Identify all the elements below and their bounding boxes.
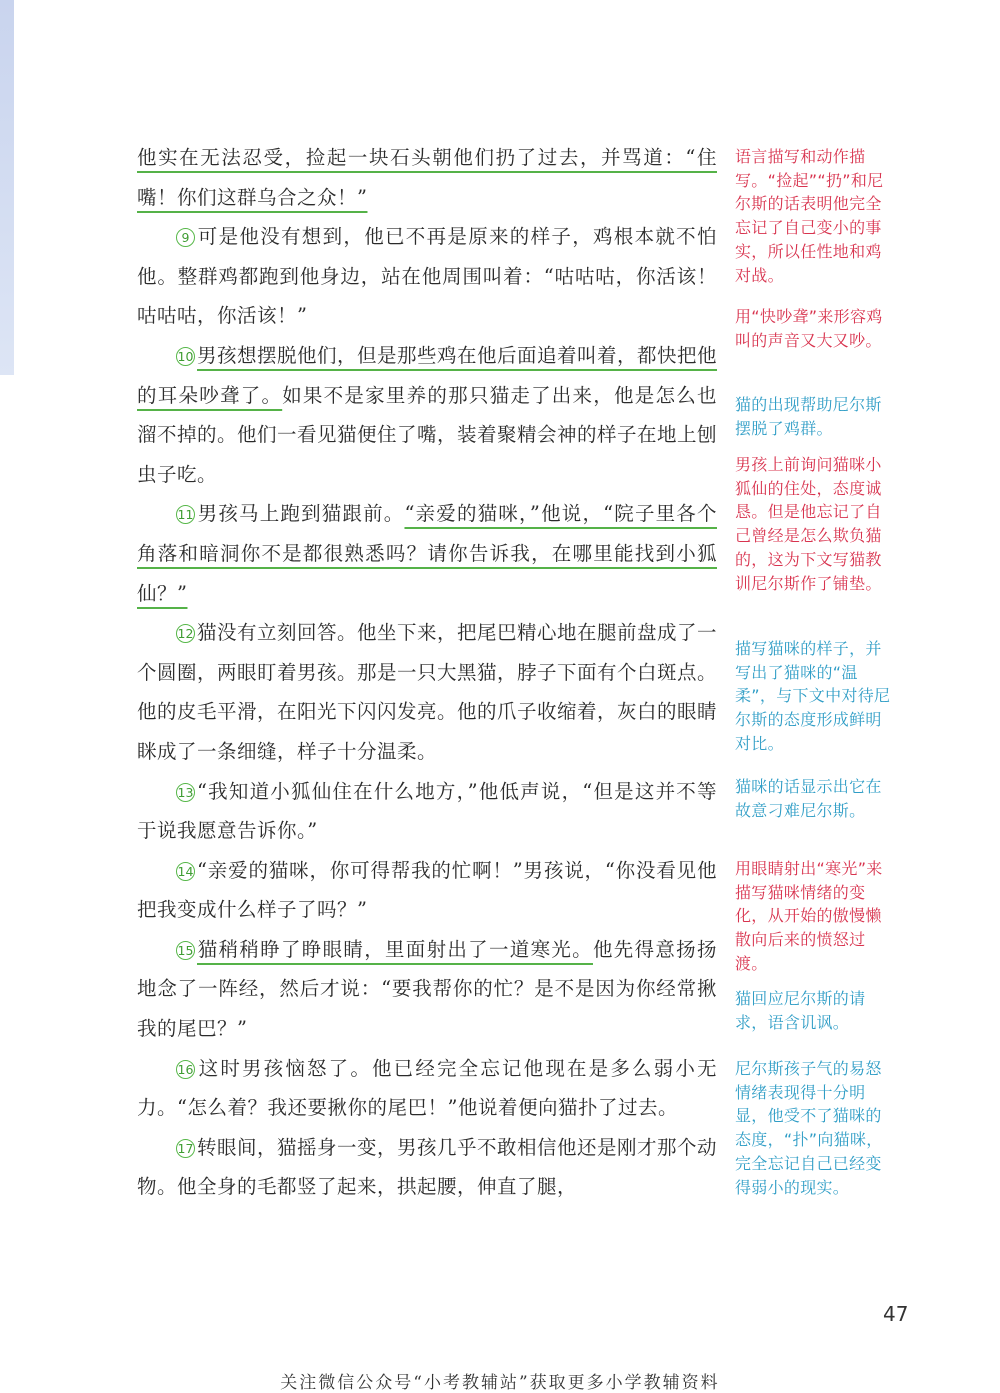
annotation-note: 描写猫咪的样子，并写出了猫咪的“温柔”，与下文中对待尼尔斯的态度形成鲜明对比。 <box>735 639 891 753</box>
left-edge-strip <box>0 0 14 375</box>
text-segment: 猫稍稍睁了睁眼睛，里面射出了一道寒光。 <box>197 937 593 961</box>
annotation-note: 语言描写和动作描写。“捡起”“扔”和尼尔斯的话表明他完全忘记了自己变小的事实，所以任性地和鸡对战。 <box>735 147 884 285</box>
paragraph-number: 15 <box>177 942 194 958</box>
annotation-note: 用“快吵聋”来形容鸡叫的声音又大又吵。 <box>735 307 883 350</box>
annotation-note: 用眼睛射出“寒光”来描写猫咪情绪的变化，从开始的傲慢懒散向后来的愤怒过渡。 <box>735 859 883 973</box>
paragraph-17 <box>137 1128 717 1207</box>
text-segment: 这时男孩恼怒了。他已经完全忘记他现在是多么弱小无力。“怎么着？我还要揪你的尾巴！”他说着便向猫扑了过去。 <box>137 1056 717 1120</box>
annotation-note: 尼尔斯孩子气的易怒情绪表现得十分明显，他受不了猫咪的态度，“扑”向猫咪，完全忘记自己已经变得弱小的现实。 <box>735 1059 883 1197</box>
text-segment: 男孩马上跑到猫跟前。 <box>197 502 405 526</box>
paragraph-12 <box>137 613 717 771</box>
paragraph-14 <box>137 851 717 930</box>
text-segment: “我知道小狐仙住在什么地方，”他低声说，“但是这并不等于说我愿意告诉你。” <box>137 779 717 843</box>
text-segment: “亲爱的猫咪，你可得帮我的忙啊！”男孩说，“你没看见他把我变成什么样子了吗？” <box>137 858 717 922</box>
paragraph-number: 11 <box>177 507 194 523</box>
paragraph-13 <box>137 772 717 851</box>
paragraph-15 <box>137 930 717 1049</box>
paragraph-10 <box>137 336 717 494</box>
text-segment: 转眼间，猫摇身一变，男孩几乎不敢相信他还是刚才那个动物。他全身的毛都竖了起来，拱起腰，伸直了腿， <box>137 1135 718 1199</box>
paragraph-11 <box>137 494 717 613</box>
paragraph-number: 14 <box>177 863 194 879</box>
paragraph-number: 13 <box>177 784 194 800</box>
paragraph-number: 9 <box>176 228 195 247</box>
footer-notice: 关注微信公众号“小考教辅站”获取更多小学教辅资料 <box>280 1373 720 1393</box>
annotation-note: 猫咪的话显示出它在故意刁难尼尔斯。 <box>735 777 882 820</box>
text-segment: 如果不是家里养的那只猫走了出来，他是怎么也溜不掉的。他们一看见猫便住了嘴，装着聚精会神的样子在地上刨虫子吃。 <box>137 383 718 486</box>
paragraph-8-end <box>137 138 717 217</box>
annotation-note: 男孩上前询问猫咪小狐仙的住处，态度诚恳。但是他忘记了自己曾经是怎么欺负猫的，这为下文写猫教训尼尔斯作了铺垫。 <box>735 455 882 593</box>
text-segment: 他实在无法忍受，捡起一块石头朝他们扔了过去，并骂道：“住嘴！你们这群乌合之众！” <box>137 146 717 209</box>
paragraph-9 <box>137 217 717 336</box>
text-segment: 男孩想摆脱他们，但是那些鸡在他后面追着叫着，都快把他的耳朵吵聋了。 <box>137 343 718 407</box>
text-segment: “亲爱的猫咪，”他说，“院子里各个角落和暗洞你不是都很熟悉吗？请你告诉我，在哪里能找到小狐仙？” <box>137 502 717 605</box>
text-segment: 猫没有立刻回答。他坐下来，把尾巴精心地在腿前盘成了一个圆圈，两眼盯着男孩。那是一只大黑猫，脖子下面有个白斑点。他的皮毛平滑，在阳光下闪闪发亮。他的爪子收缩着，灰白的眼睛眯成了一条细缝，样子十分温柔。 <box>137 621 718 763</box>
paragraph-number: 17 <box>177 1140 194 1156</box>
annotation-note: 猫回应尼尔斯的请求，语含讥讽。 <box>735 989 866 1032</box>
text-segment: 可是他没有想到，他已不再是原来的样子，鸡根本就不怕他。整群鸡都跑到他身边，站在他周围叫着：“咕咕咕，你活该！咕咕咕，你活该！” <box>137 225 717 328</box>
paragraph-number: 16 <box>177 1061 194 1077</box>
paragraph-number: 12 <box>177 626 194 642</box>
annotation-note: 猫的出现帮助尼尔斯摆脱了鸡群。 <box>735 395 882 438</box>
main-text <box>137 138 717 1207</box>
text-segment: 他先得意扬扬地念了一阵经，然后才说：“要我帮你的忙？是不是因为你经常揪我的尾巴？” <box>137 937 717 1041</box>
paragraph-number: 10 <box>177 348 194 364</box>
paragraph-16 <box>137 1049 717 1128</box>
page-number: 47 <box>883 1302 909 1326</box>
